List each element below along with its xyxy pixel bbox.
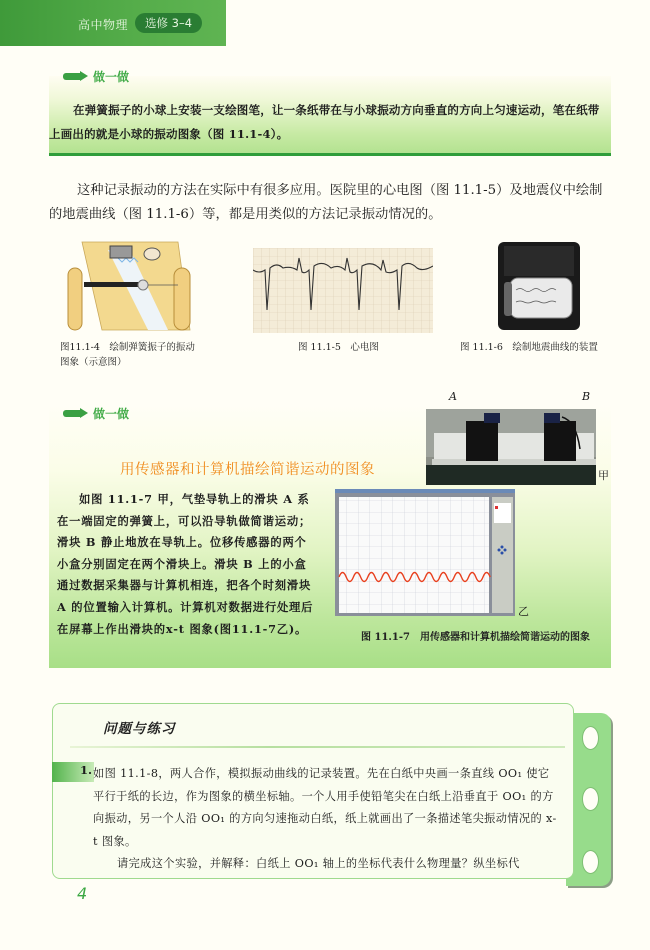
- air-track-photo: [426, 409, 596, 485]
- ecg-chart: [253, 248, 433, 333]
- page-number: 4: [77, 884, 88, 903]
- caption-line: 图11.1-4 绘制弹簧振子的振动: [60, 342, 195, 353]
- caption-line: 图象（示意图）: [60, 357, 127, 368]
- volume-badge: 选修 3–4: [135, 13, 202, 33]
- activity-text-1: 在弹簧振子的小球上安装一支绘图笔，让一条纸带在与小球振动方向垂直的方向上匀速运动，笔在纸带上画出的就是小球的振动图象（图 11.1-4）。: [49, 103, 600, 141]
- arrow-icon: [63, 409, 89, 418]
- fig-11-1-4-caption: [60, 340, 220, 370]
- divider: [70, 746, 565, 748]
- question-text: [93, 763, 561, 876]
- fig-11-1-6-caption: 图 11.1-6 绘制地震曲线的装置: [460, 342, 598, 353]
- label-jia: 甲: [598, 469, 609, 482]
- binder-hole: [582, 850, 599, 874]
- computer-xt-graph: [335, 489, 515, 616]
- exercise-title: 问题与练习: [103, 721, 176, 737]
- activity-label-text: 做一做: [93, 407, 130, 421]
- question-number: 1.: [80, 763, 93, 777]
- question-paragraph-1: 如图 11.1-8，两人合作，模拟振动曲线的记录装置。先在白纸中央画一条直线 OO₁ 使它平行于纸的长边，作为图象的横坐标轴。一个人用手使铅笔尖在白纸上沿垂直于 OO₁ 的方向振动，另一个人沿 OO₁ 的方向匀速拖动白纸，纸上就画出了一条描述笔尖振动情况的 x-t 图象。: [93, 767, 557, 848]
- book-title: 高中物理: [78, 18, 129, 32]
- spring-oscillator-illustration: [60, 240, 195, 333]
- fig-11-1-5-caption: 图 11.1-5 心电图: [298, 342, 379, 353]
- binder-hole: [582, 726, 599, 750]
- label-slider-a: A: [449, 390, 457, 403]
- label-yi: 乙: [518, 605, 529, 618]
- activity-label-1: [63, 68, 129, 85]
- seismograph-device: [496, 240, 582, 332]
- binder-hole: [582, 787, 599, 811]
- question-paragraph-2: 请完成这个实验，并解释：白纸上 OO₁ 轴上的坐标代表什么物理量？纵坐标代: [117, 857, 520, 870]
- activity-label-text: 做一做: [93, 70, 130, 84]
- activity-label-2: [63, 405, 129, 422]
- arrow-icon: [63, 72, 89, 81]
- body-paragraph: 这种记录振动的方法在实际中有很多应用。医院里的心电图（图 11.1-5）及地震仪中绘制的地震曲线（图 11.1-6）等，都是用类似的方法记录振动情况的。: [49, 183, 603, 222]
- label-slider-b: B: [582, 390, 591, 403]
- activity-subtitle: 用传感器和计算机描绘简谐运动的图象: [120, 462, 375, 478]
- activity-text-2: 如图 11.1-7 甲，气垫导轨上的滑块 A 系在一端固定的弹簧上，可以沿导轨做简谐运动；滑块 B 静止地放在导轨上。位移传感器的两个小盒分别固定在两个滑块上。滑块 B 上的小盒通过数据采集器与计算机相连，把各个时刻滑块 A 的位置输入计算机。计算机对数据进行处理后在屏幕上作出滑块的x-t 图象(图11.1-7乙)。: [57, 492, 314, 636]
- fig-11-1-7-caption: 图 11.1-7 用传感器和计算机描绘简谐运动的图象: [361, 632, 590, 643]
